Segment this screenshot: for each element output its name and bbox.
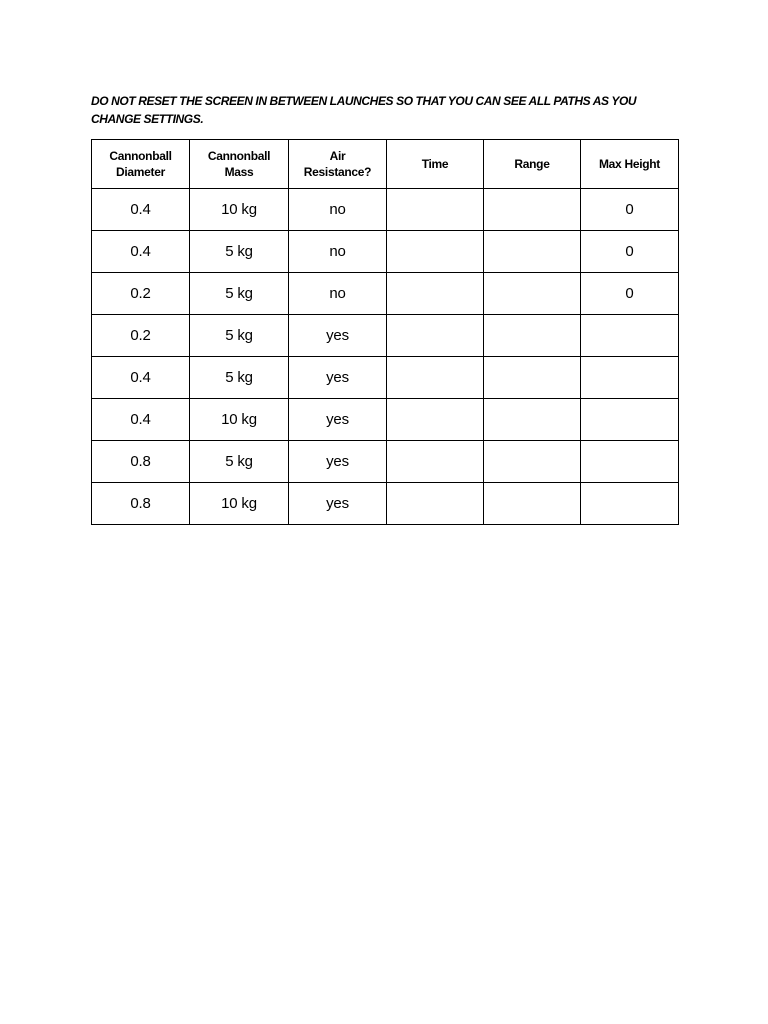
mass-cell: 5 kg [190,273,289,315]
max-height-cell: 0 [581,273,679,315]
range-cell [484,315,581,357]
diameter-cell: 0.4 [92,231,190,273]
time-cell [387,315,484,357]
header-max-height [581,140,679,189]
mass-cell: 5 kg [190,315,289,357]
header-text: Air [329,149,346,163]
header-text: Cannonball [207,149,271,163]
header-text: Cannonball [109,149,172,163]
range-cell [484,441,581,483]
instruction-text [91,92,691,128]
mass-cell: 5 kg [190,357,289,399]
time-cell [387,357,484,399]
max-height-cell [581,315,679,357]
table-row [92,231,679,273]
range-cell [484,399,581,441]
mass-cell: 10 kg [190,399,289,441]
table-row [92,399,679,441]
air-resistance-cell: no [289,273,387,315]
table-row [92,357,679,399]
max-height-cell [581,483,679,525]
max-height-cell [581,441,679,483]
time-cell [387,399,484,441]
diameter-cell: 0.4 [92,399,190,441]
air-resistance-cell: yes [289,441,387,483]
range-cell [484,273,581,315]
diameter-cell: 0.8 [92,483,190,525]
results-table [91,139,679,525]
instruction-line-1: DO NOT RESET THE SCREEN IN BETWEEN LAUNCHES SO THAT YOU CAN SEE ALL PATHS AS YOU [91,94,637,108]
table-row [92,315,679,357]
diameter-cell: 0.2 [92,273,190,315]
table-row [92,273,679,315]
instruction-line-2: CHANGE SETTINGS. [91,112,204,126]
air-resistance-cell: yes [289,483,387,525]
max-height-cell: 0 [581,231,679,273]
time-cell [387,441,484,483]
header-text: Max Height [598,157,660,171]
air-resistance-cell: yes [289,357,387,399]
header-cannonball-mass [190,140,289,189]
time-cell [387,189,484,231]
table-row [92,483,679,525]
header-air-resistance [289,140,387,189]
range-cell [484,231,581,273]
header-range [484,140,581,189]
mass-cell: 5 kg [190,231,289,273]
time-cell [387,273,484,315]
header-text: Resistance? [303,165,372,179]
max-height-cell [581,399,679,441]
range-cell [484,483,581,525]
air-resistance-cell: yes [289,315,387,357]
diameter-cell: 0.2 [92,315,190,357]
mass-cell: 5 kg [190,441,289,483]
time-cell [387,483,484,525]
header-cannonball-diameter [92,140,190,189]
air-resistance-cell: no [289,231,387,273]
header-text: Range [514,157,550,171]
header-text: Diameter [116,165,165,179]
mass-cell: 10 kg [190,189,289,231]
header-time [387,140,484,189]
diameter-cell: 0.4 [92,357,190,399]
range-cell [484,357,581,399]
table-body [92,189,679,525]
header-text: Time [421,157,449,171]
table-row [92,441,679,483]
max-height-cell [581,357,679,399]
range-cell [484,189,581,231]
air-resistance-cell: no [289,189,387,231]
table-row [92,189,679,231]
diameter-cell: 0.8 [92,441,190,483]
header-text: Mass [224,165,254,179]
header-row [92,140,679,189]
mass-cell: 10 kg [190,483,289,525]
time-cell [387,231,484,273]
max-height-cell: 0 [581,189,679,231]
air-resistance-cell: yes [289,399,387,441]
diameter-cell: 0.4 [92,189,190,231]
